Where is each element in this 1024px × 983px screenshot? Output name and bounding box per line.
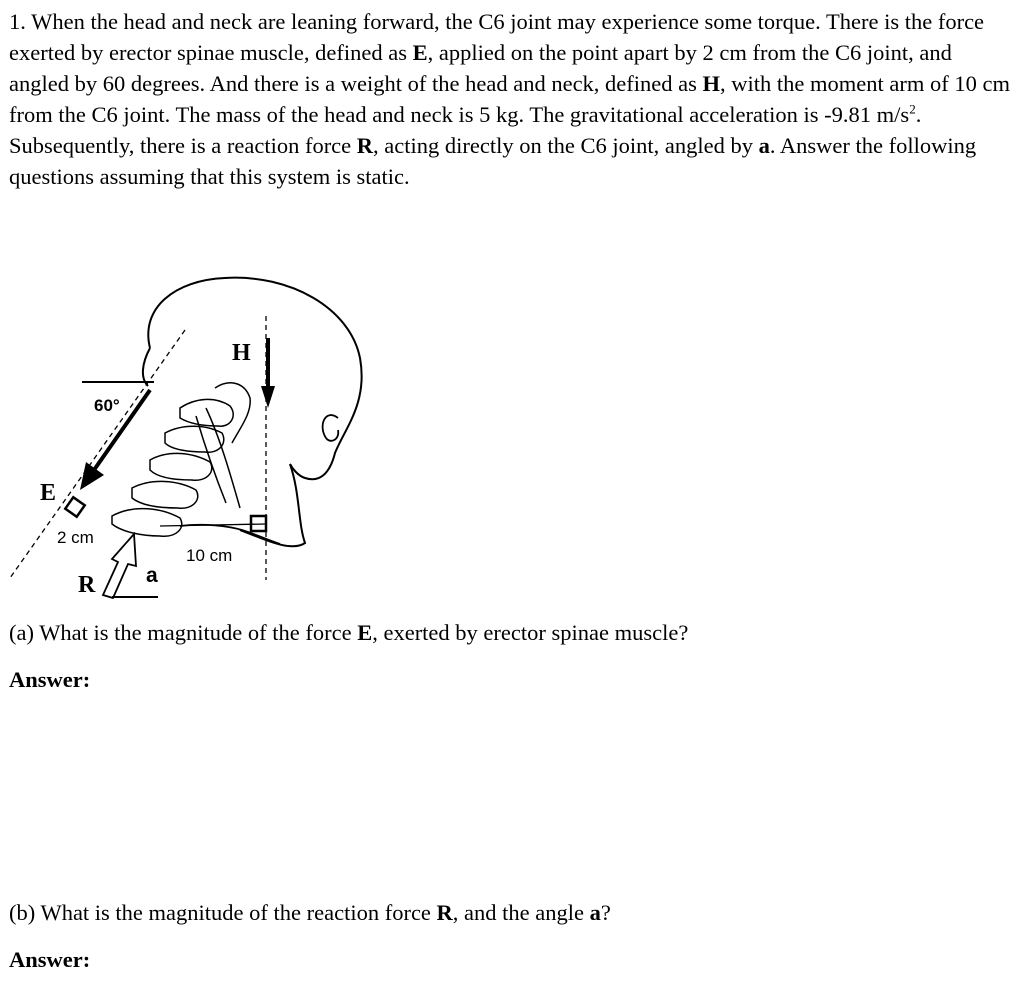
question-a-text-1: (a) What is the magnitude of the force <box>9 620 358 645</box>
problem-statement <box>9 6 1014 192</box>
question-b-text-1: (b) What is the magnitude of the reaction force <box>9 900 437 925</box>
label-10cm: 10 cm <box>186 546 233 565</box>
problem-text-5: , acting directly on the C6 joint, angled by <box>373 133 759 158</box>
e-arrowhead <box>80 462 104 490</box>
label-a: a <box>146 564 158 587</box>
ear-outline <box>323 415 339 441</box>
superscript-2: 2 <box>909 101 916 117</box>
problem-text-3: , with the moment arm of 10 cm from the C6 joint. The mass of the head and neck is 5 kg. The gravitational acceleration is -9.81 m/s <box>9 71 1010 127</box>
question-b-symbol-R: R <box>436 900 453 925</box>
symbol-E: E <box>412 40 428 65</box>
question-b-symbol-a: a <box>589 900 601 925</box>
skull-outline <box>148 278 361 480</box>
label-H: H <box>232 340 251 366</box>
symbol-H: H <box>702 71 721 96</box>
symbol-R: R <box>356 133 374 158</box>
question-a-symbol-E: E <box>357 620 373 645</box>
skull-back <box>143 348 150 386</box>
question-a <box>9 617 688 648</box>
problem-text-1: When the head and neck are leaning forward, the C6 joint may experience some torque. There is the force exerted by erector spinae muscle, defined as <box>9 9 985 65</box>
label-2cm: 2 cm <box>57 528 94 547</box>
problem-number: 1. <box>9 9 26 34</box>
label-R: R <box>78 572 96 598</box>
label-60-degrees: 60° <box>94 396 120 415</box>
e-right-angle-marker <box>65 497 84 516</box>
problem-text-4: . Subsequently, there is a reaction force <box>9 102 922 158</box>
label-E: E <box>40 480 57 506</box>
question-a-text-2: , exerted by erector spinae muscle? <box>372 620 689 645</box>
symbol-a: a <box>758 133 770 158</box>
h-arrowhead <box>261 386 275 408</box>
r-force-arrow <box>103 534 136 598</box>
problem-text-6: . Answer the following questions assuming that this system is static. <box>9 133 977 189</box>
answer-b-label: Answer: <box>9 947 91 972</box>
e-line-of-action <box>10 330 185 578</box>
cervical-vertebrae <box>112 383 250 536</box>
head-neck-diagram <box>0 268 380 608</box>
question-b <box>9 897 611 928</box>
question-b-text-2: , and the angle <box>452 900 590 925</box>
jaw-outline <box>240 464 305 546</box>
question-b-text-3: ? <box>600 900 611 925</box>
problem-text-2: , applied on the point apart by 2 cm from the C6 joint, and angled by 60 degrees. And there is a weight of the head and neck, defined as <box>9 40 952 96</box>
answer-a-label: Answer: <box>9 667 91 692</box>
